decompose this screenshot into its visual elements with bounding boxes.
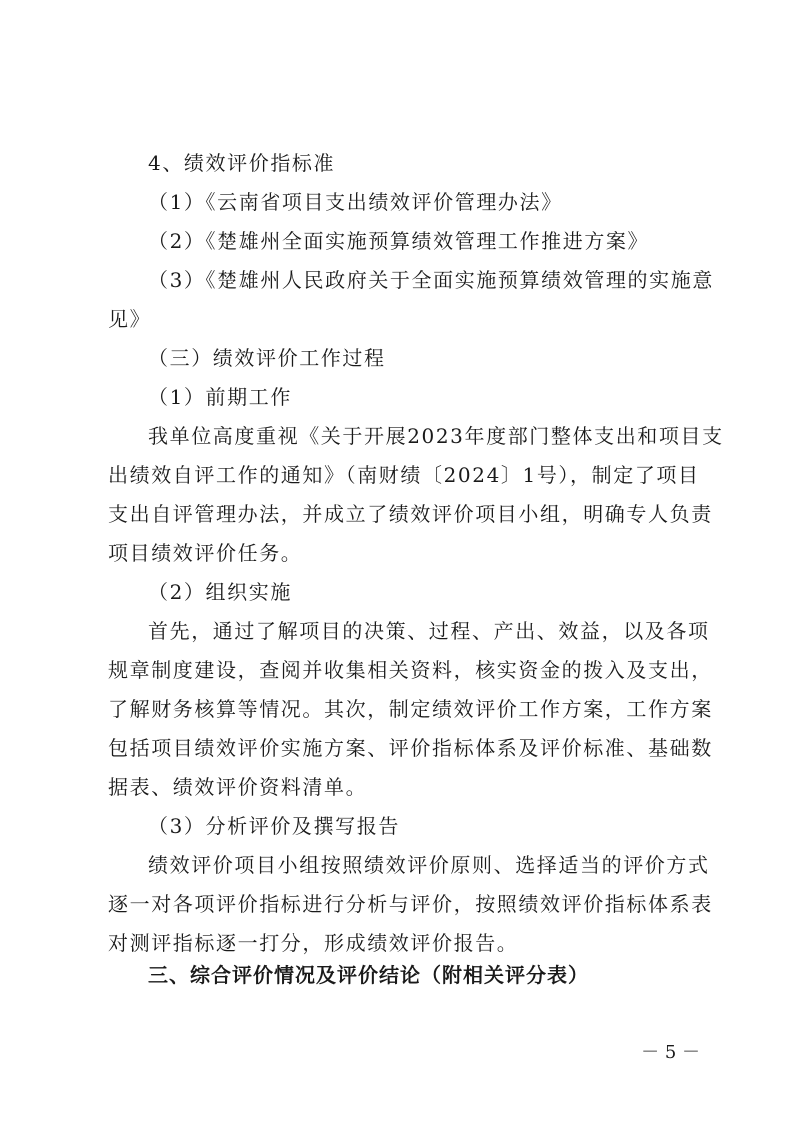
page-number: － 5 － [641,1042,700,1063]
subheading-preliminary-work: （1）前期工作 [148,385,292,409]
section-heading-three: 三、综合评价情况及评价结论（附相关评分表） [148,963,589,987]
item-standard-2: （2）《楚雄州全面实施预算绩效管理工作推进方案》 [148,229,650,253]
paragraph-preliminary-line-2: 出绩效自评工作的通知》（南财绩〔2024〕1号），制定了项目 [108,463,700,487]
item-standard-1: （1）《云南省项目支出绩效评价管理办法》 [148,190,563,214]
paragraph-implementation-line-4: 包括项目绩效评价实施方案、评价指标体系及评价标准、基础数 [108,736,713,760]
paragraph-implementation-line-5: 据表、绩效评价资料清单。 [108,775,368,799]
paragraph-implementation-line-2: 规章制度建设，查阅并收集相关资料，核实资金的拨入及支出， [108,658,713,682]
paragraph-implementation-line-3: 了解财务核算等情况。其次，制定绩效评价工作方案，工作方案 [108,697,713,721]
paragraph-preliminary-line-1: 我单位高度重视《关于开展2023年度部门整体支出和项目支 [148,424,724,448]
subheading-implementation: （2）组织实施 [148,580,292,604]
paragraph-preliminary-line-4: 项目绩效评价任务。 [108,541,303,565]
paragraph-implementation-line-1: 首先，通过了解项目的决策、过程、产出、效益，以及各项 [148,619,710,643]
paragraph-analysis-line-2: 逐一对各项评价指标进行分析与评价，按照绩效评价指标体系表 [108,892,713,916]
section-three-heading: （三）绩效评价工作过程 [148,346,386,370]
item-4-heading: 4、绩效评价指标准 [148,151,336,175]
paragraph-analysis-line-3: 对测评指标逐一打分，形成绩效评价报告。 [108,931,519,955]
paragraph-preliminary-line-3: 支出自评管理办法，并成立了绩效评价项目小组，明确专人负责 [108,502,713,526]
paragraph-analysis-line-1: 绩效评价项目小组按照绩效评价原则、选择适当的评价方式 [148,853,710,877]
item-standard-3-line-2: 见》 [108,307,152,331]
item-standard-3-line-1: （3）《楚雄州人民政府关于全面实施预算绩效管理的实施意 [148,268,714,292]
subheading-analysis-report: （3）分析评价及撰写报告 [148,814,400,838]
